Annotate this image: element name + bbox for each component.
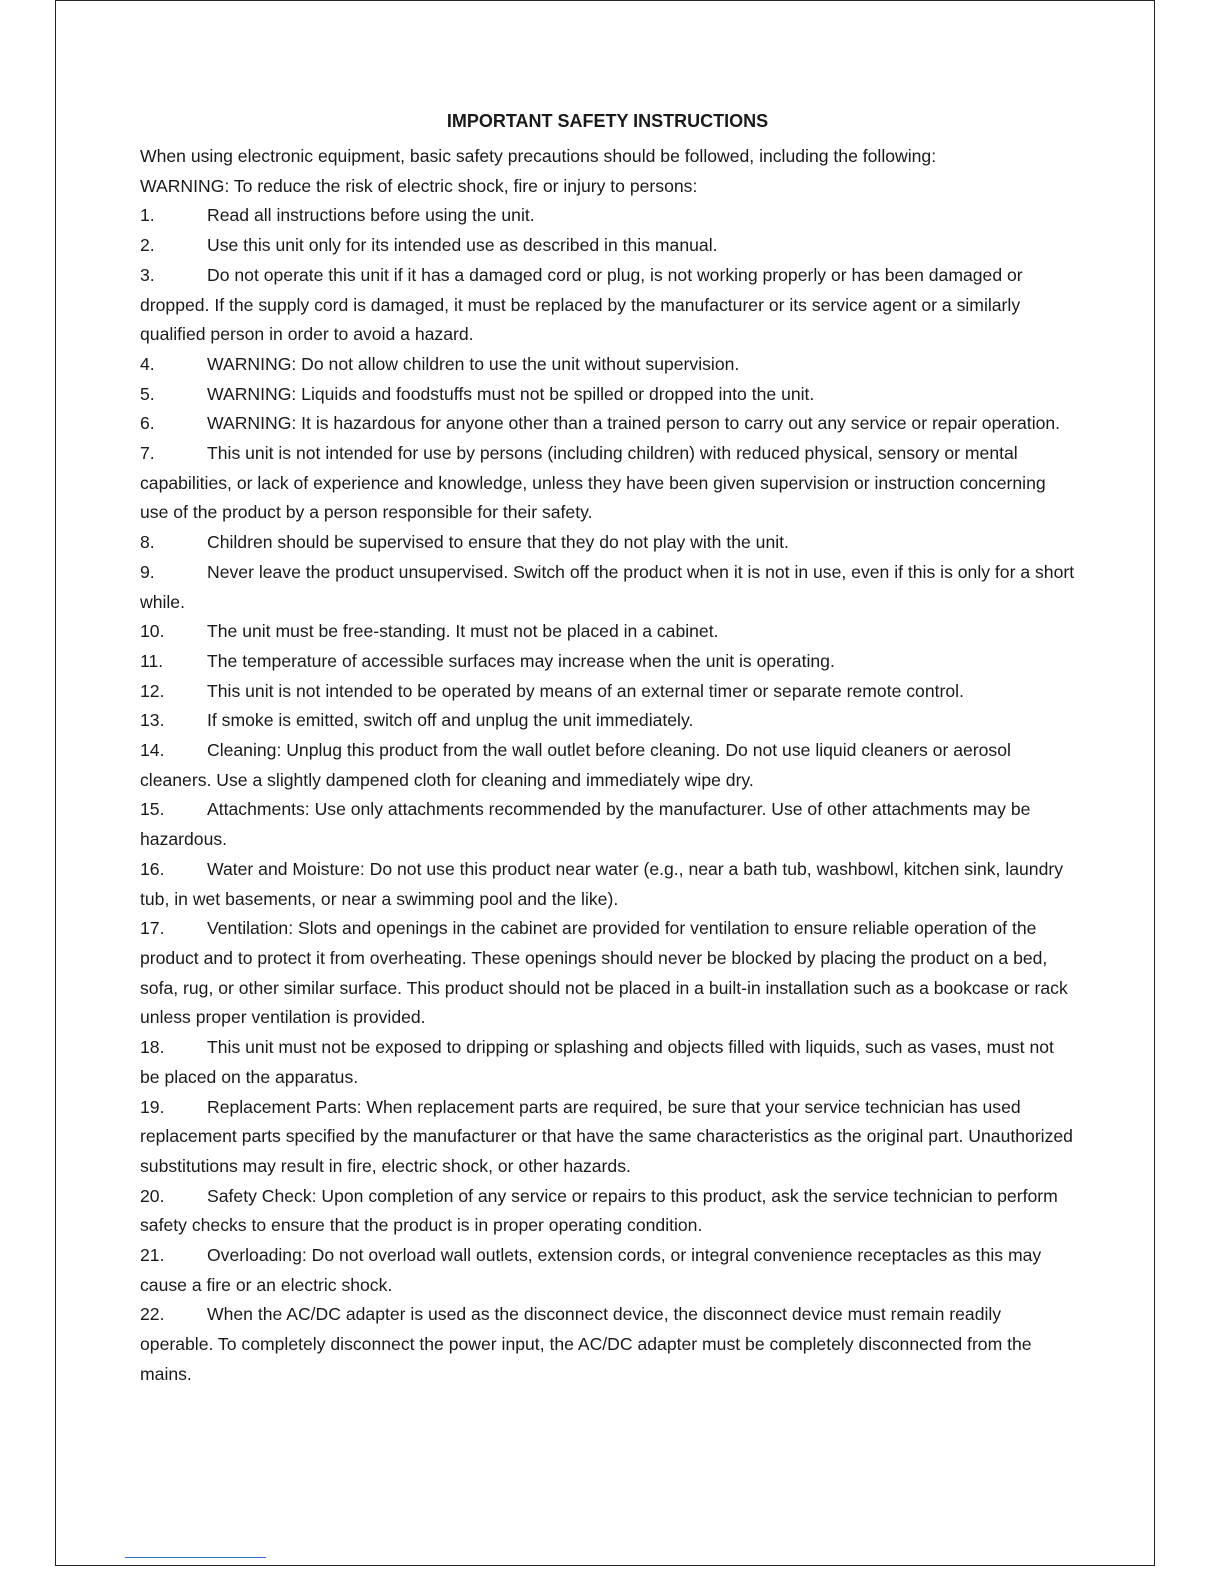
instruction-number: 15. bbox=[140, 799, 165, 820]
document-title: IMPORTANT SAFETY INSTRUCTIONS bbox=[446, 111, 769, 131]
instruction-text: The unit must be free-standing. It must not be placed in a cabinet. bbox=[207, 621, 719, 642]
instruction-text: Children should be supervised to ensure that they do not play with the unit. bbox=[207, 532, 789, 553]
instruction-text: Overloading: Do not overload wall outlets, extension cords, or integral convenience receptacles as this may cause a fire or an electric shock. bbox=[140, 1245, 1042, 1295]
instruction-number: 6. bbox=[140, 413, 155, 434]
instruction-text: If smoke is emitted, switch off and unplug the unit immediately. bbox=[207, 710, 694, 731]
warning-text: WARNING: To reduce the risk of electric shock, fire or injury to persons: bbox=[140, 175, 698, 196]
instruction-item bbox=[140, 558, 1075, 617]
instruction-number: 1. bbox=[140, 205, 155, 226]
instruction-number: 20. bbox=[140, 1185, 165, 1206]
document-body bbox=[140, 106, 1075, 1390]
instruction-item bbox=[140, 528, 1075, 558]
instruction-number: 2. bbox=[140, 235, 155, 256]
instruction-text: WARNING: It is hazardous for anyone other than a trained person to carry out any service or repair operation. bbox=[207, 413, 1061, 434]
instruction-number: 7. bbox=[140, 443, 155, 464]
instruction-text: Water and Moisture: Do not use this product near water (e.g., near a bath tub, washbowl, kitchen sink, laundry tub, in wet basements, or near a swimming pool and the like). bbox=[140, 858, 1064, 909]
instruction-item bbox=[140, 677, 1075, 707]
instruction-number: 21. bbox=[140, 1245, 165, 1266]
instruction-item bbox=[140, 736, 1075, 795]
instruction-text: Safety Check: Upon completion of any service or repairs to this product, ask the service technician to perform safety checks to ensure that the product is in proper operating condition. bbox=[140, 1185, 1058, 1236]
instruction-text: This unit is not intended for use by persons (including children) with reduced physical, sensory or mental capabilities, or lack of experience and knowledge, unless they have been given supervision or instruction concerning use of the product by a person responsible for their safety. bbox=[140, 443, 1046, 523]
instruction-text: Do not operate this unit if it has a damaged cord or plug, is not working properly or has been damaged or dropped. If the supply cord is damaged, it must be replaced by the manufacturer or its service agent or a similarly qualified person in order to avoid a hazard. bbox=[140, 264, 1023, 345]
instruction-text: This unit must not be exposed to dripping or splashing and objects filled with liquids, such as vases, must not be placed on the apparatus. bbox=[140, 1037, 1054, 1087]
footnote-divider bbox=[125, 1557, 266, 1558]
instruction-text: The temperature of accessible surfaces may increase when the unit is operating. bbox=[207, 650, 835, 671]
instruction-item bbox=[140, 409, 1075, 439]
instruction-item bbox=[140, 261, 1075, 350]
instruction-number: 12. bbox=[140, 680, 165, 701]
instruction-number: 16. bbox=[140, 858, 165, 879]
intro-text: When using electronic equipment, basic safety precautions should be followed, including the following: bbox=[140, 146, 937, 166]
instruction-item bbox=[140, 706, 1075, 736]
instruction-item bbox=[140, 1241, 1075, 1300]
instruction-item bbox=[140, 201, 1075, 231]
instruction-number: 17. bbox=[140, 918, 165, 939]
instruction-text: Replacement Parts: When replacement parts are required, be sure that your service technician has used replacement parts specified by the manufacturer or that have the same characteristics as the original part. Unauthorized substitutions may result in fire, electric shock, or other hazards. bbox=[140, 1096, 1073, 1176]
instruction-text: WARNING: Liquids and foodstuffs must not be spilled or dropped into the unit. bbox=[207, 383, 815, 404]
instruction-number: 4. bbox=[140, 353, 155, 374]
instruction-item bbox=[140, 647, 1075, 677]
instruction-text: When the AC/DC adapter is used as the disconnect device, the disconnect device must remain readily operable. To completely disconnect the power input, the AC/DC adapter must be completely disconnected from the mains. bbox=[140, 1304, 1032, 1384]
instruction-item bbox=[140, 617, 1075, 647]
instruction-text: Use this unit only for its intended use as described in this manual. bbox=[207, 235, 718, 256]
instruction-text: Never leave the product unsupervised. Switch off the product when it is not in use, even if this is only for a short while. bbox=[140, 561, 1075, 612]
instruction-text: WARNING: Do not allow children to use the unit without supervision. bbox=[207, 353, 740, 374]
instruction-item bbox=[140, 795, 1075, 854]
instruction-number: 8. bbox=[140, 532, 155, 553]
instruction-text: Cleaning: Unplug this product from the wall outlet before cleaning. Do not use liquid cleaners or aerosol cleaners. Use a slightly dampened cloth for cleaning and immediately wipe dry. bbox=[140, 740, 1011, 790]
instruction-number: 11. bbox=[140, 650, 164, 671]
instruction-item bbox=[140, 350, 1075, 380]
instruction-number: 9. bbox=[140, 561, 155, 582]
instruction-item bbox=[140, 439, 1075, 528]
instruction-item bbox=[140, 231, 1075, 261]
instruction-number: 18. bbox=[140, 1037, 165, 1058]
instruction-number: 13. bbox=[140, 710, 165, 731]
instruction-text: This unit is not intended to be operated by means of an external timer or separate remote control. bbox=[207, 680, 964, 701]
instruction-item bbox=[140, 914, 1075, 1033]
instruction-text: Attachments: Use only attachments recommended by the manufacturer. Use of other attachments may be hazardous. bbox=[140, 799, 1031, 850]
instruction-item bbox=[140, 1300, 1075, 1389]
instruction-list bbox=[140, 201, 1075, 1389]
instruction-item bbox=[140, 1182, 1075, 1241]
instruction-item bbox=[140, 855, 1075, 914]
instruction-item bbox=[140, 1033, 1075, 1092]
instruction-number: 3. bbox=[140, 264, 155, 285]
instruction-number: 22. bbox=[140, 1304, 165, 1325]
instruction-text: Read all instructions before using the unit. bbox=[207, 205, 535, 226]
instruction-number: 10. bbox=[140, 621, 165, 642]
instruction-item bbox=[140, 380, 1075, 410]
instruction-number: 5. bbox=[140, 383, 155, 404]
instruction-number: 14. bbox=[140, 740, 165, 761]
instruction-number: 19. bbox=[140, 1096, 165, 1117]
instruction-text: Ventilation: Slots and openings in the cabinet are provided for ventilation to ensure reliable operation of the product and to protect it from overheating. These openings should never be blocked by placing the product on a bed, sofa, rug, or other similar surface. This product should not be placed in a built-in installation such as a bookcase or rack unless proper ventilation is provided. bbox=[140, 918, 1068, 1028]
instruction-item bbox=[140, 1093, 1075, 1182]
